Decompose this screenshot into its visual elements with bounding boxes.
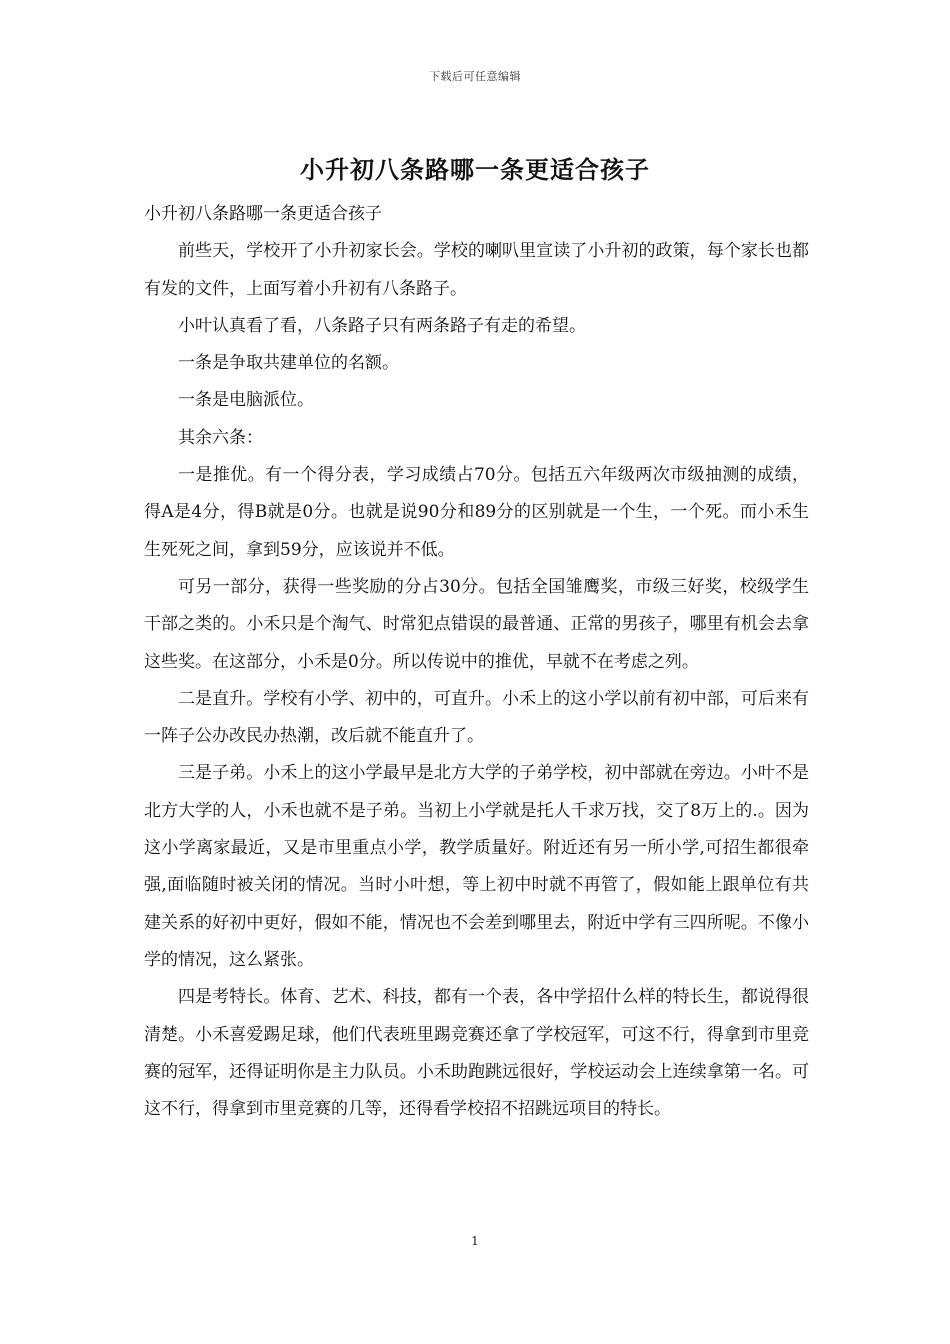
document-subtitle: 小升初八条路哪一条更适合孩子: [144, 204, 382, 224]
paragraph: 前些天，学校开了小升初家长会。学校的喇叭里宣读了小升初的政策，每个家长也都有发的文件，上面写着小升初有八条路子。: [144, 241, 809, 299]
paragraph: 二是直升。学校有小学、初中的，可直升。小禾上的这小学以前有初中部，可后来有一阵子公办改民办热潮，改后就不能直升了。: [144, 688, 809, 747]
paragraph: 其余六条：: [178, 427, 263, 448]
paragraph: 一是推优。有一个得分表，学习成绩占70分。包括五六年级两次市级抽测的成绩，得A是4分，得B就是0分。也就是说90分和89分的区别就是一个生，一个死。而小禾生生死死之间，拿到59分，应该说并不低。: [144, 465, 809, 560]
header-note: 下载后可任意编辑: [429, 70, 521, 83]
paragraph: 小叶认真看了看，八条路子只有两条路子有走的希望。: [178, 315, 586, 336]
paragraph: 一条是电脑派位。: [178, 390, 314, 411]
document-title: 小升初八条路哪一条更适合孩子: [300, 155, 650, 184]
document-body: [144, 196, 809, 1128]
paragraph: 三是子弟。小禾上的这小学最早是北方大学的子弟学校，初中部就在旁边。小叶不是北方大学的人，小禾也就不是子弟。当初上小学就是托人千求万找，交了8万上的.。因为这小学离家最近，又是市里重点小学，教学质量好。附近还有另一所小学,可招生都很牵强,面临随时被关闭的情况。当时小叶想，等上初中时就不再管了，假如能上跟单位有共建关系的好初中更好，假如不能，情况也不会差到哪里去，附近中学有三四所呢。不像小学的情况，这么紧张。: [144, 763, 809, 970]
paragraph: 一条是争取共建单位的名额。: [178, 353, 399, 374]
page-number: 1: [471, 1234, 479, 1248]
paragraph: 可另一部分，获得一些奖励的分占30分。包括全国雏鹰奖，市级三好奖，校级学生干部之类的。小禾只是个淘气、时常犯点错误的最普通、正常的男孩子，哪里有机会去拿这些奖。在这部分，小禾是0分。所以传说中的推优，早就不在考虑之列。: [144, 576, 809, 672]
paragraph: 四是考特长。体育、艺术、科技，都有一个表，各中学招什么样的特长生，都说得很清楚。小禾喜爱踢足球，他们代表班里踢竞赛还拿了学校冠军，可这不行，得拿到市里竞赛的冠军，还得证明你是主力队员。小禾助跑跳远很好，学校运动会上连续拿第一名。可这不行，得拿到市里竞赛的几等，还得看学校招不招跳远项目的特长。: [144, 987, 809, 1120]
